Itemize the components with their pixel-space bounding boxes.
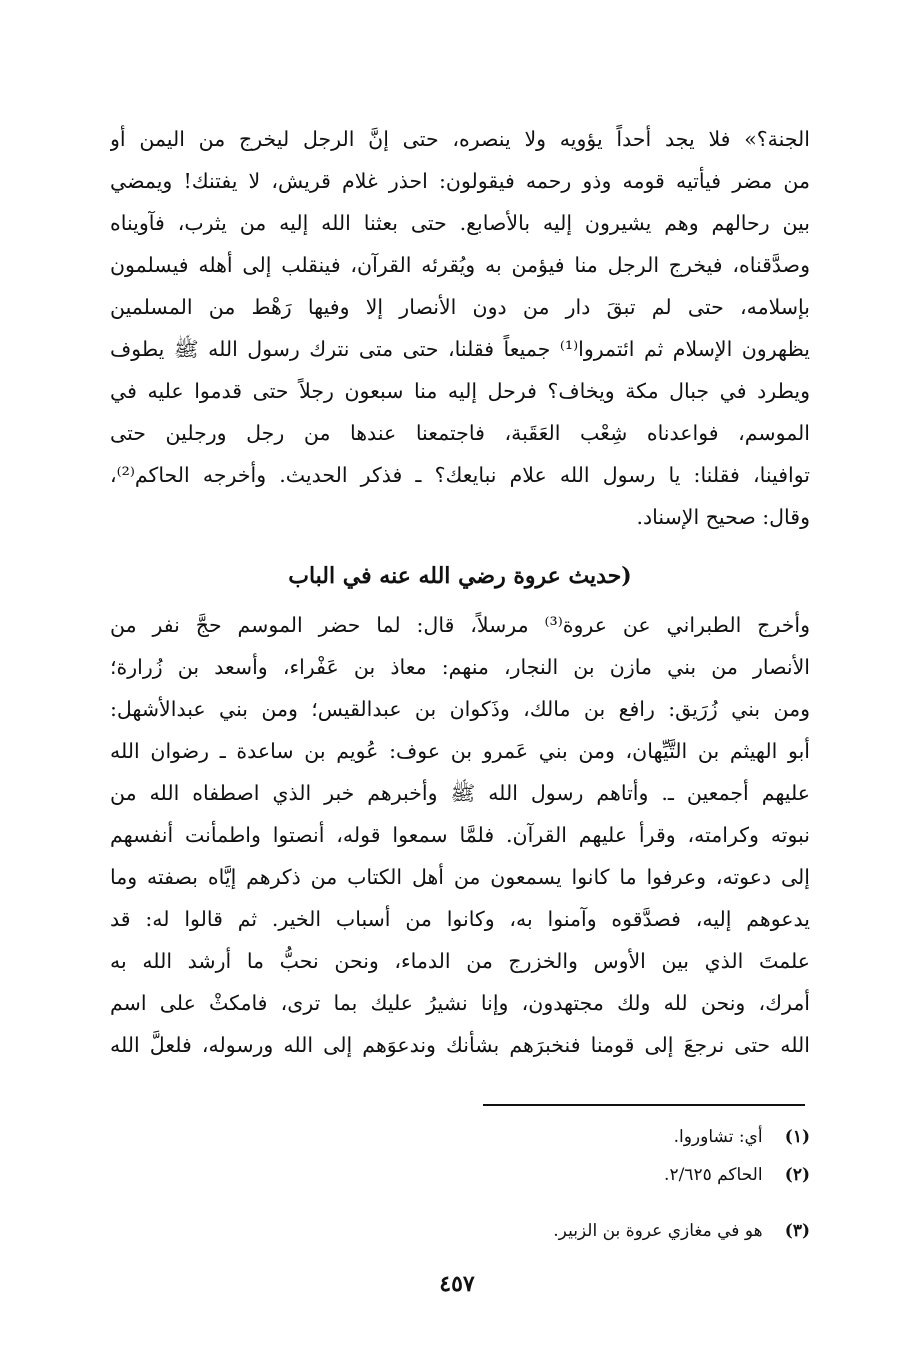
text-line: ويطرد في جبال مكة ويخاف؟ فرحل إليه منا سبعون رجلاً حتى قدموا عليه في (110, 379, 810, 403)
text-line: أمرك، ونحن لله ولك مجتهدون، وإنا نشيرُ عليك بما ترى، فامكثْ على اسم (110, 991, 810, 1015)
page-number: ٤٥٧ (439, 1271, 475, 1297)
text-line: عليهم أجمعين ـ. وأتاهم رسول الله ﷺ وأخبرهم خبر الذي اصطفاه الله من (110, 781, 810, 805)
text-line: الجنة؟» فلا يجد أحداً يؤويه ولا ينصره، حتى إنَّ الرجل ليخرج من اليمن أو (110, 127, 810, 151)
text-line: إلى دعوته، وعرفوا ما كانوا يسمعون من أهل الكتاب من ذكرهم إيَّاه بصفته وما (110, 865, 810, 889)
footnotes (110, 1118, 810, 1250)
text-line: أبو الهيثم بن التَّيِّهان، ومن بني عَمرو بن عوف: عُويم بن ساعدة ـ رضوان الله (110, 739, 810, 763)
text-line: من مضر فيأتيه قومه وذو رحمه فيقولون: احذر غلام قريش، لا يفتنك! ويمضي (110, 169, 810, 193)
footnote-number: (١) (784, 1127, 810, 1147)
text-line: الموسم، فواعدناه شِعْب العَقَبة، فاجتمعنا عندها من رجل ورجلين حتى (110, 421, 810, 445)
text-line: ومن بني زُرَيق: رافع بن مالك، وذَكوان بن عبدالقيس؛ ومن بني عبدالأشهل: (110, 697, 810, 721)
paragraph-2 (110, 604, 810, 1066)
text-line: بإسلامه، حتى لم تبقَ دار من دون الأنصار إلا وفيها رَهْط من المسلمين (110, 295, 810, 319)
text-line: توافينا، فقلنا: يا رسول الله علام نبايعك؟ ـ فذكر الحديث. وأخرجه الحاكم⁽²⁾، (110, 463, 810, 487)
footnote-text: هو في مغازي عروة بن الزبير. (553, 1221, 763, 1241)
text-line: بين رحالهم وهم يشيرون إليه بالأصابع. حتى بعثنا الله إليه من يثرب، فآويناه (110, 211, 810, 235)
footnote (110, 1156, 810, 1194)
footnote (110, 1212, 810, 1250)
section-heading: (حديث عروة رضي الله عنه في الباب (288, 563, 632, 589)
footnote-number: (٣) (784, 1221, 810, 1241)
text-line: يظهرون الإسلام ثم ائتمروا⁽¹⁾ جميعاً فقلنا، حتى متى نترك رسول الله ﷺ يطوف (110, 337, 810, 361)
text-line: يدعوهم إليه، فصدَّقوه وآمنوا به، وكانوا من أسباب الخير. ثم قالوا له: قد (110, 907, 810, 931)
footnote (110, 1118, 810, 1156)
footnote-divider (483, 1104, 805, 1106)
footnote-text: أي: تشاوروا. (673, 1127, 763, 1147)
text-line: علمتَ الذي بين الأوس والخزرج من الدماء، ونحن نحبُّ ما أرشد الله به (110, 949, 810, 973)
paragraph-1 (110, 118, 810, 538)
text-line: الأنصار من بني مازن بن النجار، منهم: معاذ بن عَفْراء، وأسعد بن زُرارة؛ (110, 655, 810, 679)
text-line: الله حتى نرجعَ إلى قومنا فنخبرَهم بشأنك وندعوَهم إلى الله ورسوله، فلعلَّ الله (110, 1033, 810, 1057)
footnote-text: الحاكم ٢/٦٢٥. (664, 1165, 763, 1185)
text-line: وصدَّقناه، فيخرج الرجل منا فيؤمن به ويُقرئه القرآن، فينقلب إلى أهله فيسلمون (110, 253, 810, 277)
text-line: وأخرج الطبراني عن عروة⁽³⁾ مرسلاً، قال: لما حضر الموسم حجَّ نفر من (110, 613, 810, 637)
text-line: وقال: صحيح الإسناد. (636, 505, 810, 529)
footnote-number: (٢) (784, 1165, 810, 1185)
text-line: نبوته وكرامته، وقرأ عليهم القرآن. فلمَّا سمعوا قوله، أنصتوا واطمأنت أنفسهم (110, 823, 810, 847)
